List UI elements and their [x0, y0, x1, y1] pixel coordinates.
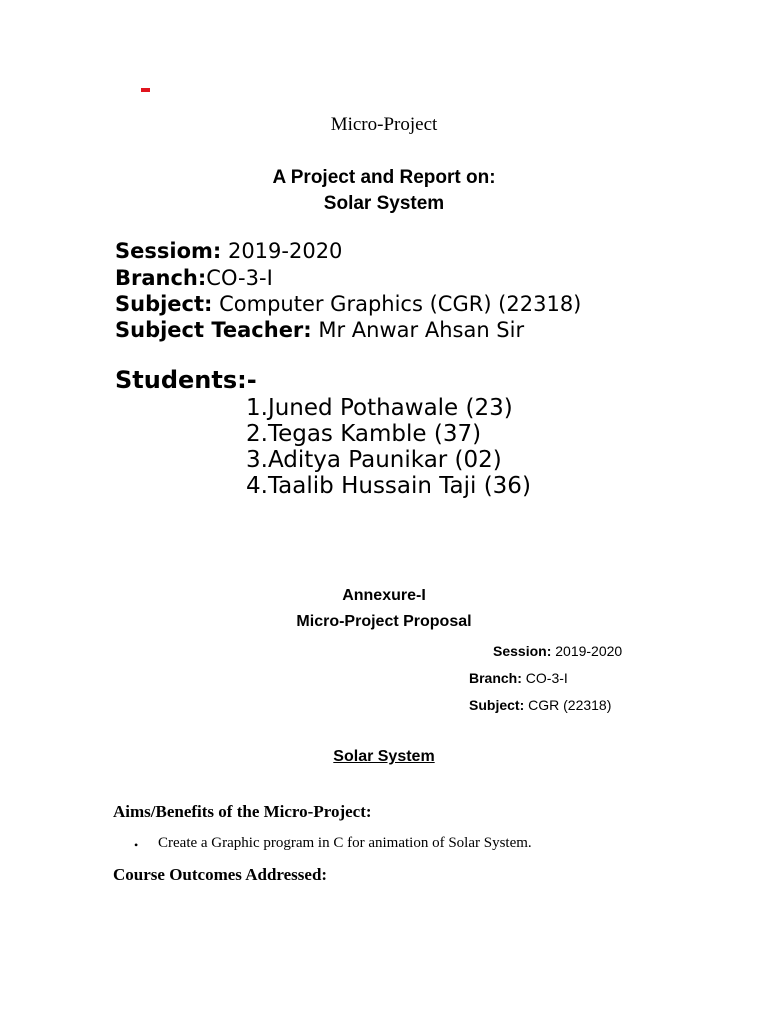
micro-project-title: Micro-Project: [330, 114, 438, 135]
topic-heading: Solar System: [333, 748, 435, 765]
bullet-icon: •: [134, 838, 139, 852]
annex-session-line: [493, 643, 622, 659]
red-dash-mark: [141, 88, 150, 92]
teacher-value: Mr Anwar Ahsan Sir: [311, 318, 525, 342]
session-label: Sessiom:: [115, 239, 222, 263]
branch-label: Branch:: [115, 266, 207, 290]
proposal-heading: Micro-Project Proposal: [296, 613, 472, 630]
student-item: 4.Taalib Hussain Taji (36): [246, 473, 531, 499]
teacher-label: Subject Teacher:: [115, 318, 312, 342]
annex-branch-value: CO-3-I: [521, 670, 568, 686]
annex-session-label: Session:: [493, 643, 552, 659]
aims-heading: Aims/Benefits of the Micro-Project:: [113, 802, 372, 821]
project-title: [0, 165, 768, 217]
annex-branch-line: [469, 670, 568, 686]
student-item: 1.Juned Pothawale (23): [246, 395, 513, 421]
annex-subject-value: CGR (22318): [524, 697, 612, 713]
subject-line: [115, 292, 581, 316]
subject-value: Computer Graphics (CGR) (22318): [212, 292, 582, 316]
project-title-line2: Solar System: [323, 193, 445, 214]
teacher-line: [115, 318, 524, 342]
project-title-line1: A Project and Report on:: [272, 167, 496, 188]
course-outcomes-heading: Course Outcomes Addressed:: [113, 865, 328, 884]
students-label: Students:-: [115, 366, 257, 394]
subject-label: Subject:: [115, 292, 213, 316]
session-line: [115, 239, 342, 263]
student-item: 2.Tegas Kamble (37): [246, 421, 482, 447]
annex-subject-label: Subject:: [469, 697, 525, 713]
student-item: 3.Aditya Paunikar (02): [246, 447, 502, 473]
annex-branch-label: Branch:: [469, 670, 522, 686]
aim-item: Create a Graphic program in C for animation of Solar System.: [158, 835, 532, 851]
branch-line: [115, 266, 273, 290]
session-value: 2019-2020: [221, 239, 343, 263]
annex-subject-line: [469, 697, 611, 713]
branch-value: CO-3-I: [206, 266, 273, 290]
annex-session-value: 2019-2020: [551, 643, 623, 659]
annexure-heading: Annexure-I: [342, 587, 426, 604]
